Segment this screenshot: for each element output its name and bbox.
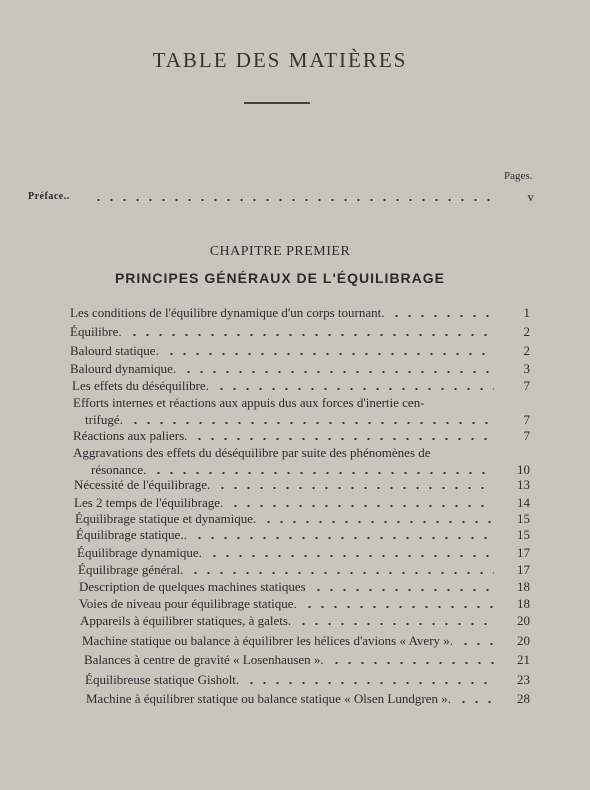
leader-dots [245,682,494,684]
toc-entry-page: 15 [517,527,530,542]
toc-entry-page: 28 [517,691,530,706]
toc-entry-text: Les 2 temps de l'équilibrage. [74,495,224,510]
toc-entry-page: 7 [523,412,530,427]
leader-dots [193,537,494,539]
pages-column-label: Pages. [504,170,533,182]
leader-dots [189,572,494,574]
toc-entry [0,427,590,445]
toc-entry-page: 13 [517,477,530,492]
toc-entry-text: Voies de niveau pour équilibrage statique. [79,596,297,611]
toc-entry-text: Description de quelques machines statiques [79,579,306,594]
toc-entry-text: Machine à équilibrer statique ou balance statique « Olsen Lundgren ». [86,691,451,706]
toc-entry [0,377,590,395]
toc-entry-page: 23 [517,672,530,687]
toc-entry-text: Les conditions de l'équilibre dynamique d'un corps tournant. [70,305,385,320]
toc-entry-text: Nécessité de l'équilibrage. [74,477,211,492]
toc-entry-page: 18 [517,579,530,594]
leader-dots [457,701,494,703]
toc-entry-text: Balourd statique. [70,343,159,358]
toc-entry-page: 20 [517,633,530,648]
toc-entry [0,476,590,494]
leader-dots [92,199,492,201]
leader-dots [128,334,494,336]
toc-entry [0,595,590,613]
chapter-title: PRINCIPES GÉNÉRAUX DE L'ÉQUILIBRAGE [114,270,446,286]
toc-entry [0,690,590,708]
toc-entry-page: 17 [517,545,530,560]
toc-entry-text: Aggravations des effets du déséquilibre par suite des phénomènes de [73,445,431,460]
toc-entry-page: 3 [523,361,530,376]
toc-entry [0,526,590,544]
leader-dots [193,438,494,440]
preface-row [0,188,590,206]
toc-entry-page: 17 [517,562,530,577]
toc-entry-page: 15 [517,511,530,526]
toc-entry-text: Efforts internes et réactions aux appuis dus aux forces d'inertie cen- [73,395,425,410]
toc-entry-text: Équilibre. [70,324,122,339]
toc-entry-page: 2 [523,343,530,358]
toc-entry [0,444,590,462]
leader-dots [182,371,494,373]
toc-entry [0,323,590,341]
toc-entry [0,632,590,650]
page-title: TABLE DES MATIÈRES [152,48,408,72]
preface-label: Préface.. [28,191,70,202]
toc-entry [0,360,590,378]
leader-dots [215,388,494,390]
toc-entry-page: 7 [523,378,530,393]
toc-entry [0,561,590,579]
leader-dots [312,589,494,591]
toc-entry [0,578,590,596]
toc-entry-page: 21 [517,652,530,667]
preface-page: v [527,189,534,204]
toc-entry-text: Réactions aux paliers. [73,428,188,443]
leader-dots [303,606,494,608]
toc-entry-text: résonance. [91,462,147,477]
leader-dots [208,555,494,557]
toc-entry-text: Appareils à équilibrer statiques, à galets. [80,613,292,628]
leader-dots [152,472,494,474]
toc-entry-text: Les effets du déséquilibre. [72,378,209,393]
leader-dots [459,643,494,645]
leader-dots [330,662,494,664]
leader-dots [165,353,494,355]
toc-entry [0,612,590,630]
toc-entry-text: Équilibrage statique.. [76,527,187,542]
toc-entry [0,651,590,669]
toc-entry-text: Équilibrage statique et dynamique. [75,511,257,526]
toc-entry-text: Balances à centre de gravité « Losenhausen ». [84,652,324,667]
toc-entry-text: Équilibrage général. [78,562,184,577]
toc-entry-text: Machine statique ou balance à équilibrer les hélices d'avions « Avery ». [82,633,454,648]
toc-entry [0,394,590,412]
title-divider [244,102,310,104]
toc-entry [0,671,590,689]
toc-entry-page: 2 [523,324,530,339]
chapter-label: CHAPITRE PREMIER [209,244,351,259]
toc-entry-page: 18 [517,596,530,611]
toc-entry-text: trifugé. [85,412,123,427]
leader-dots [229,505,494,507]
leader-dots [390,315,494,317]
toc-entry [0,544,590,562]
toc-entry-page: 10 [517,462,530,477]
toc-entry-page: 14 [517,495,530,510]
toc-entry-text: Équilibreuse statique Gisholt. [85,672,240,687]
leader-dots [129,422,494,424]
toc-entry-text: Balourd dynamique. [70,361,177,376]
leader-dots [262,521,494,523]
leader-dots [297,623,494,625]
toc-entry-text: Équilibrage dynamique. [77,545,202,560]
toc-entry [0,342,590,360]
leader-dots [216,487,494,489]
toc-entry-page: 7 [523,428,530,443]
toc-entry-page: 20 [517,613,530,628]
toc-entry [0,304,590,322]
toc-entry-page: 1 [523,305,530,320]
